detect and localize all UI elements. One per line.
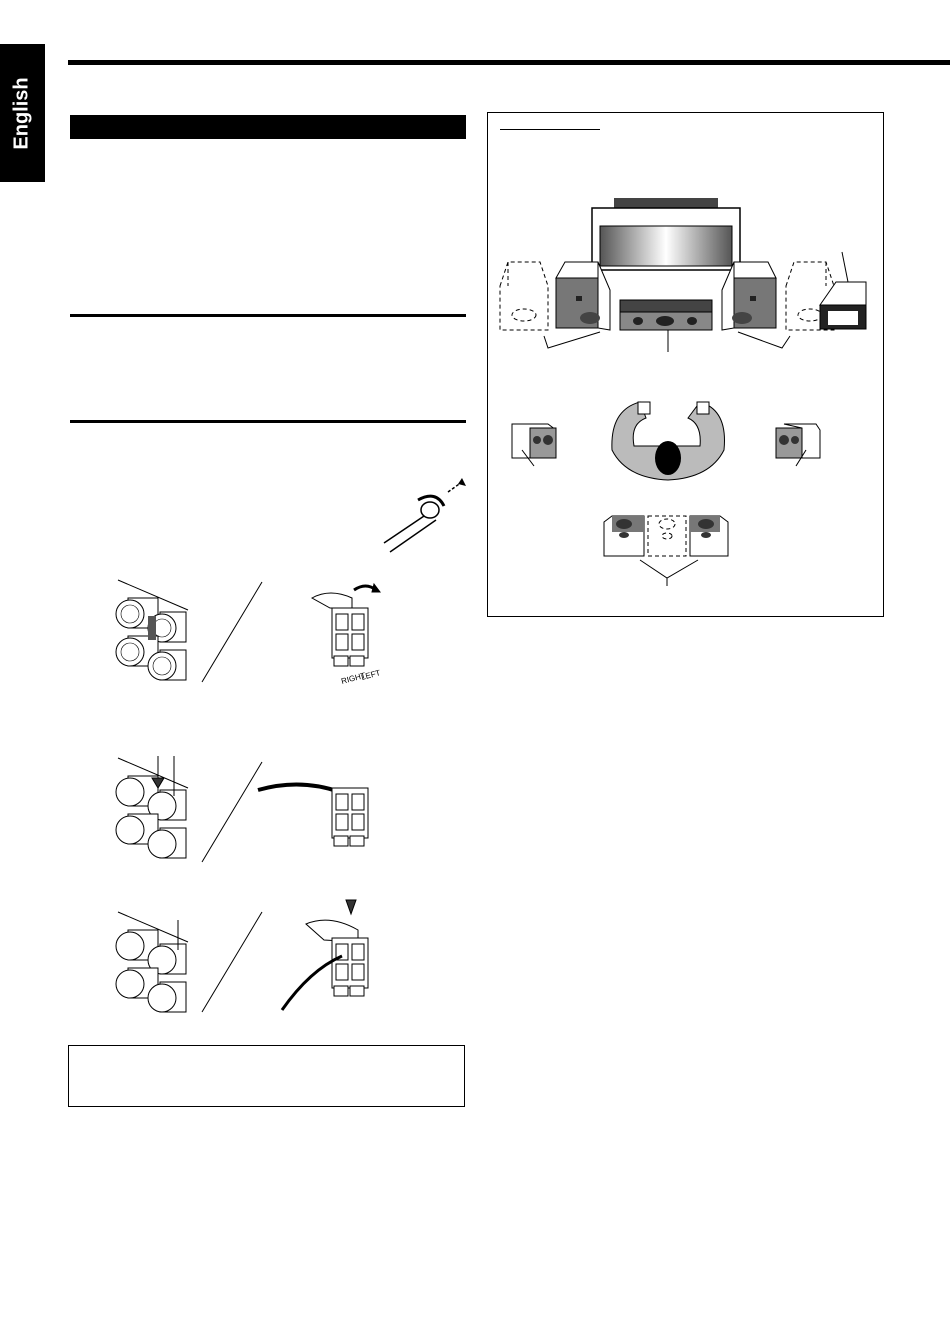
spring-terminal-step-2	[258, 784, 368, 846]
language-tab-label: English	[11, 76, 34, 150]
binding-post-step-1	[116, 580, 188, 680]
binding-post-step-2	[116, 756, 188, 858]
binding-post-step-3	[116, 912, 188, 1012]
terminal-label-right: RIGHT	[340, 670, 367, 686]
spring-terminal-step-1	[312, 584, 380, 666]
spring-terminal-step-3	[282, 900, 368, 1010]
notice-box	[68, 1045, 465, 1107]
terminal-label-left: LEFT	[360, 668, 382, 682]
